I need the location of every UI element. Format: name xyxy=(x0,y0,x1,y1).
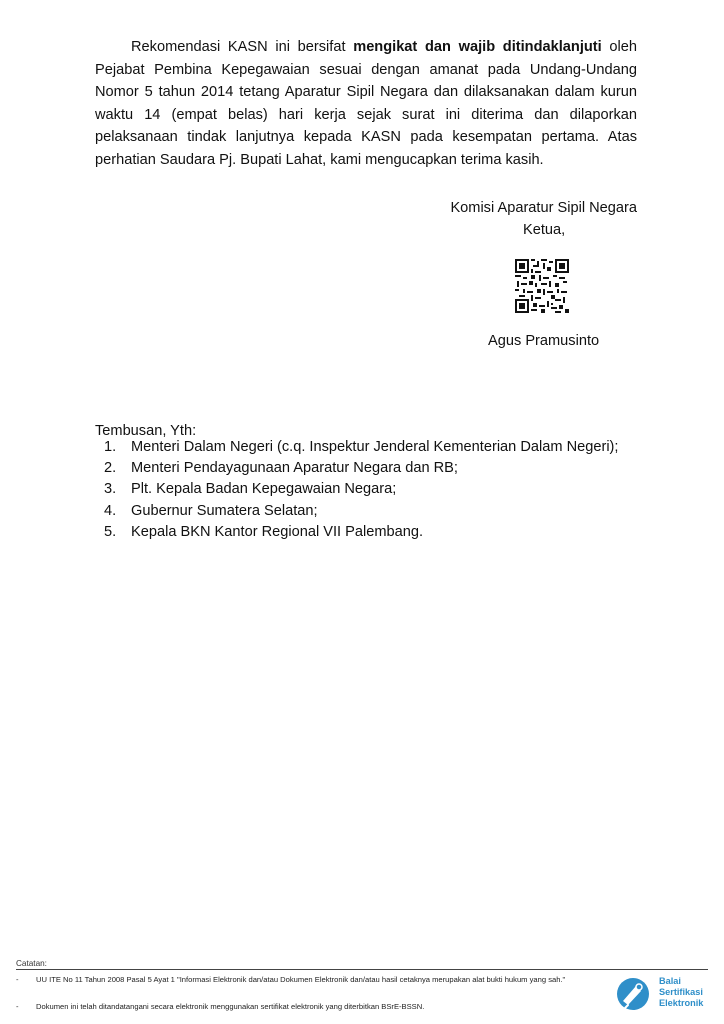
body-paragraph xyxy=(95,36,637,172)
qr-code-icon xyxy=(515,259,569,313)
footer-divider xyxy=(16,969,708,970)
list-item: 4. Gubernur Sumatera Selatan; xyxy=(104,502,318,519)
cc-title: Tembusan, Yth: xyxy=(95,423,197,439)
list-item: 3. Plt. Kepala Badan Kepegawaian Negara; xyxy=(104,481,397,498)
signature-organization: Komisi Aparatur Sipil Negara xyxy=(450,200,637,216)
bsre-logo-text: Balai Sertifikasi Elektronik xyxy=(659,976,704,1009)
signatory-name: Agus Pramusinto xyxy=(488,333,600,349)
cc-list xyxy=(104,437,618,543)
list-item: 1. Menteri Dalam Negeri (c.q. Inspektur Jenderal Kementerian Dalam Negeri); xyxy=(104,439,619,455)
list-item: 5. Kepala BKN Kantor Regional VII Palembang. xyxy=(104,523,424,540)
para-text-end: oleh Pejabat Pembina Kepegawaian sesuai dengan amanat pada Undang-Undang Nomor 5 tahun 2014 tetang Aparatur Sipil Negara dan dilaksanakan dalam kurun waktu 14 (empat belas) hari kerja sejak surat ini diterima dan dilaporkan pelaksanaan tindak lanjutnya kepada KASN pada kesempatan pertama. Atas perhatian Saudara Pj. Bupati Lahat, kami mengucapkan terima kasih. xyxy=(95,39,638,168)
list-item: 2. Menteri Pendayagunaan Aparatur Negara dan RB; xyxy=(104,460,458,477)
para-bold-text: mengikat dan wajib ditindaklanjuti xyxy=(353,39,602,55)
footer-label: Catatan: xyxy=(16,959,47,968)
para-text-start: Rekomendasi KASN ini bersifat xyxy=(131,39,346,55)
signature-role: Ketua, xyxy=(523,222,566,238)
